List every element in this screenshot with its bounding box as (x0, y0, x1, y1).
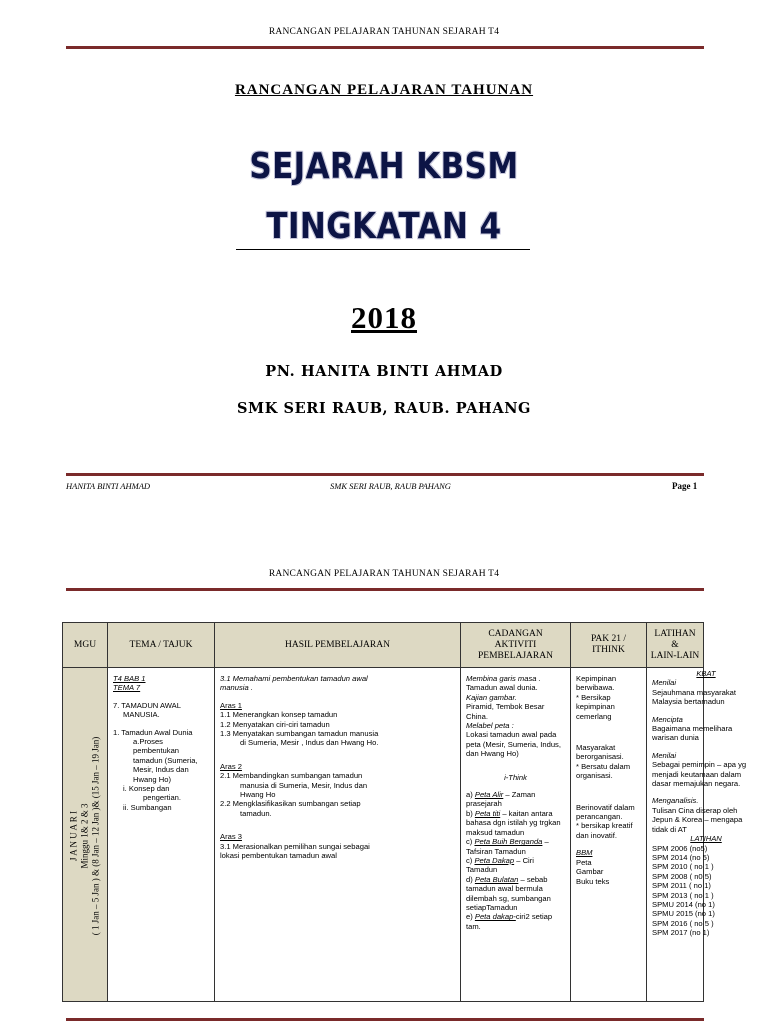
aras-3-label: Aras 3 (220, 832, 242, 842)
footer-page-number: Page 1 (672, 481, 698, 491)
ithink-item: maksud tamadun (466, 827, 525, 837)
kbat-item: Jepun & Korea – mengapa (652, 815, 743, 825)
spm-item: SPMU 2015 (no 1) (652, 909, 715, 919)
kbat-item: dasar memajukan negara. (652, 779, 741, 789)
school-name: SMK SERI RAUB, RAUB. PAHANG (236, 400, 532, 417)
bbm-label: BBM (576, 848, 593, 858)
spm-item: SPM 2011 ( no 1) (652, 881, 711, 891)
tema-column (108, 668, 215, 1001)
ithink-item: prasejarah (466, 799, 502, 809)
spm-item: SPM 2016 ( no 5 ) (652, 918, 714, 928)
pak-item: berwibawa. (576, 683, 615, 693)
bbm-item: Peta (576, 857, 592, 867)
cadangan-item: peta (Mesir, Sumeria, Indus, (466, 739, 561, 749)
header-hasil: HASIL PEMBELAJARAN (215, 623, 461, 667)
cover-title-line1: SEJARAH KBSM (249, 146, 519, 187)
footer-author: HANITA BINTI AHMAD (66, 481, 151, 491)
ithink-item: c) Peta Buih Berganda – (466, 837, 549, 847)
bab-label: T4 BAB 1 (113, 674, 146, 683)
footer-rule (66, 473, 704, 476)
header-latihan: LATIHAN & LAIN-LAIN (650, 628, 700, 661)
cover-year: 2018 (351, 300, 417, 335)
footer-school: SMK SERI RAUB, RAUB PAHANG (330, 481, 451, 491)
header-pak: PAK 21 / ITHINK (571, 623, 647, 667)
running-header: RANCANGAN PELAJARAN TAHUNAN SEJARAH T4 (268, 27, 500, 37)
pak-item: * Bersikap (576, 692, 611, 702)
hasil-item: di Sumeria, Mesir , Indus dan Hwang Ho. (240, 738, 379, 748)
tema-item: tamadun (Sumeria, (133, 755, 198, 765)
spm-item: SPM 2008 ( n0 5) (652, 871, 712, 881)
kbat-item: menjadi keutamaan dalam (652, 769, 742, 779)
ithink-item: bahasa dgn istilah yg trgkan (466, 818, 561, 828)
cadangan-item: Piramid, Tembok Besar (466, 702, 545, 712)
tema-label: TEMA 7 (113, 683, 141, 693)
cadangan-item: dan Hwang Ho) (466, 749, 519, 759)
pak-item: * Bersatu dalam (576, 761, 631, 771)
hasil-item: 1.2 Menyatakan ciri-ciri tamadun (220, 719, 330, 729)
tema-item: a.Proses (133, 737, 163, 747)
pak-item: perancangan. (576, 812, 623, 822)
pak-item: kepimpinan (576, 702, 615, 712)
cadangan-item: Melabel peta : (466, 721, 514, 731)
latihan-column (647, 668, 765, 1001)
tema-item: 1. Tamadun Awal Dunia (113, 727, 193, 737)
tema-item: pembentukan (133, 746, 180, 756)
ithink-item: e) Peta dakap-ciri2 setiap (466, 912, 553, 922)
ithink-item: Tafsiran Tamadun (466, 846, 526, 856)
spm-list (652, 844, 760, 938)
cover-title-line2: TINGKATAN 4 (266, 206, 502, 247)
ithink-item: d) Peta Bulatan – sebab (466, 874, 548, 884)
cadangan-column (461, 668, 571, 1001)
teacher-name: PN. HANITA BINTI AHMAD (265, 363, 503, 380)
spm-item: SPM 2013 ( no 1 ) (652, 890, 714, 900)
title-underline (236, 249, 530, 250)
pak-item: berorganisasi. (576, 752, 624, 762)
kbat-item: Sejauhmana masyarakat (652, 687, 736, 697)
kbat-label: KBAT (696, 669, 716, 678)
pak-item: cemerlang (576, 711, 612, 721)
ithink-label: i-Think (504, 772, 527, 782)
spm-item: SPM 2010 ( no 1 ) (652, 862, 714, 872)
tema-subitem: ii. Sumbangan (123, 802, 172, 812)
latihan-label: LATIHAN (690, 834, 722, 844)
cadangan-item: Tamadun awal dunia. (466, 683, 538, 693)
hasil-intro: 3.1 Memahami pembentukan tamadun awal (220, 674, 368, 683)
aras-2-label: Aras 2 (220, 761, 242, 771)
table-header-row (63, 623, 703, 668)
ithink-item: c) Peta Dakap – Ciri Tamadun (466, 855, 534, 875)
header-tema: TEMA / TAJUK (108, 623, 215, 667)
kbat-heading: Mencipta (652, 714, 683, 724)
spm-item: SPM 2017 (no 1) (652, 928, 710, 938)
pak-item: dan inovatif. (576, 830, 617, 840)
hasil-item: 1.3 Menyatakan sumbangan tamadun manusia (220, 729, 379, 739)
topic-title-cont: MANUSIA. (123, 710, 160, 720)
kbat-heading: Menilai (652, 678, 677, 688)
tema-subitem: i. Konsep dan (123, 784, 170, 794)
hasil-intro: manusia . (220, 683, 253, 693)
kbat-heading: Menilai (652, 750, 677, 760)
header-rule (66, 46, 704, 49)
bbm-item: Gambar (576, 867, 604, 877)
ithink-item: b) Peta titi – kaitan antara (466, 808, 553, 818)
kbat-heading: Menganalisis. (652, 796, 699, 806)
ithink-item: a) Peta Alir – Zaman (466, 790, 536, 800)
spm-item: SPM 2014 (no 5) (652, 852, 710, 862)
hasil-item: 3.1 Merasionalkan pemilihan sungai sebagai (220, 841, 370, 851)
footer-rule-page2 (66, 1018, 704, 1021)
hasil-item: Hwang Ho (240, 790, 276, 800)
pak-item: Berinovatif dalam (576, 802, 635, 812)
month-label: J A N U A R I Minggu 1& 2 & 3 ( 1 Jan – 5 Jan ) & (8 Jan – 12 Jan )& (15 Jan – 19 Jan) (68, 736, 101, 936)
header-mgu: MGU (63, 623, 108, 667)
pak-item: * bersikap kreatif (576, 821, 633, 831)
spm-item: SPM 2006 (no5) (652, 843, 708, 853)
tema-subitem: pengertian. (143, 793, 181, 803)
pak-item: organisasi. (576, 771, 613, 781)
pak-column (571, 668, 647, 1001)
cover-subtitle: RANCANGAN PELAJARAN TAHUNAN (234, 82, 534, 98)
spm-item: SPMU 2014 (no 1) (652, 899, 715, 909)
hasil-item: lokasi pembentukan tamadun awal (220, 851, 337, 861)
kbat-item: tidak di AT (652, 824, 687, 834)
ithink-item: setiapTamadun (466, 902, 518, 912)
cadangan-item: Membina garis masa . (466, 674, 541, 683)
pak-item: Kepimpinan (576, 674, 617, 683)
hasil-item: manusia di Sumeria, Mesir, Indus dan (240, 780, 368, 790)
ithink-item: dilembah sg, sumbangan (466, 893, 551, 903)
cadangan-item: China. (466, 711, 488, 721)
header-cadangan: CADANGAN AKTIVITI PEMBELAJARAN (461, 623, 571, 667)
hasil-item: tamadun. (240, 808, 272, 818)
month-cell (63, 668, 108, 1001)
cadangan-item: Lokasi tamadun awal pada (466, 730, 557, 740)
hasil-column (215, 668, 461, 1001)
kbat-item: Malaysia bertamadun (652, 697, 725, 707)
kbat-item: warisan dunia (652, 733, 699, 743)
kbat-item: Sebagai pemimpin – apa yg (652, 760, 747, 770)
hasil-item: 2.2 Mengklasifikasikan sumbangan setiap (220, 799, 361, 809)
aras-1-label: Aras 1 (220, 700, 242, 710)
tema-item: Hwang Ho) (133, 774, 171, 784)
header-rule-page2 (66, 588, 704, 591)
lesson-plan-table (62, 622, 747, 1002)
bbm-item: Buku teks (576, 876, 610, 886)
tema-item: Mesir, Indus dan (133, 765, 189, 775)
cadangan-item: Kajian gambar. (466, 692, 517, 702)
running-header-page2: RANCANGAN PELAJARAN TAHUNAN SEJARAH T4 (268, 569, 500, 579)
hasil-item: 2.1 Membandingkan sumbangan tamadun (220, 771, 363, 781)
ithink-item: tamadun awal bermula (466, 884, 543, 894)
topic-title: 7. TAMADUN AWAL (113, 700, 181, 710)
kbat-item: Bagaimana memelihara (652, 724, 733, 734)
pak-item: Masyarakat (576, 743, 616, 753)
hasil-item: 1.1 Menerangkan konsep tamadun (220, 710, 338, 720)
kbat-item: Tulisan Cina diserap oleh (652, 805, 738, 815)
ithink-item: tam. (466, 921, 481, 931)
